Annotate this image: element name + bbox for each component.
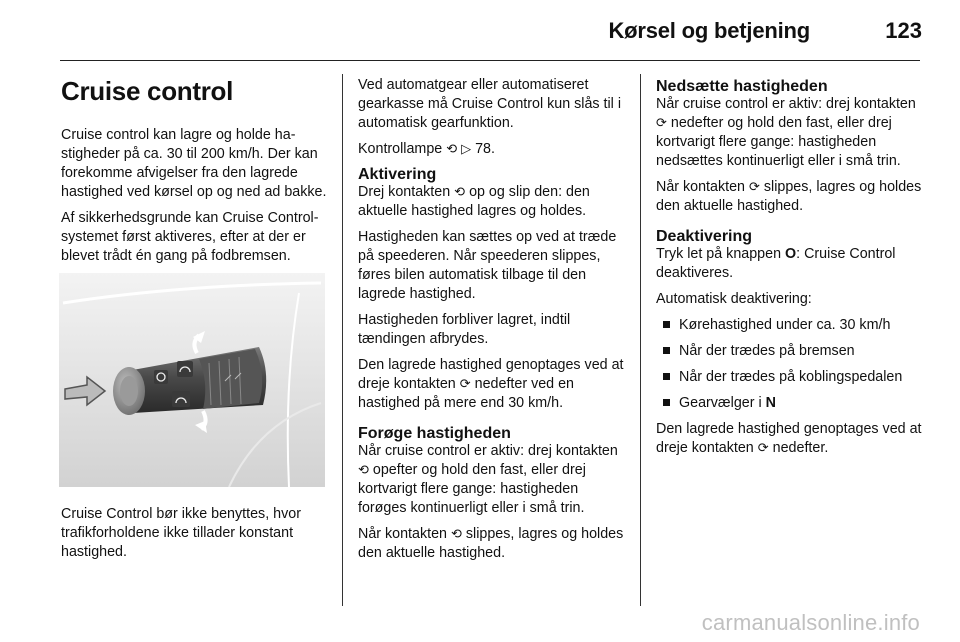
section-title: Cruise control <box>61 76 234 106</box>
paragraph: Når cruise control er aktiv: drej kontakten ⟲ opefter og hold den fast, eller drej kortvarigt flere gange: hastigheden forøges kontinuerligt eller i små trin. <box>358 443 618 516</box>
paragraph: Den lagrede hastighed genoptages ved at dreje kontakten ⟳ nedefter ved en hastighed på mere end 30 km/h. <box>358 357 624 411</box>
paragraph: Når cruise control er aktiv: drej kontakten ⟳ nedefter og hold den fast, eller drej kortvarigt flere gange: hastigheden nedsættes kontinuerligt eller i små trin. <box>656 96 916 169</box>
watermark: carmanualsonline.info <box>701 610 920 635</box>
page-number: 123 <box>885 18 922 43</box>
paragraph: Automatisk deaktivering: <box>656 291 812 307</box>
header-rule <box>60 60 920 61</box>
paragraph: Når kontakten ⟳ slippes, lagres og holdes den aktuelle hastighed. <box>656 179 922 214</box>
paragraph: Når kontakten ⟲ slippes, lagres og holdes den aktuelle hastighed. <box>358 526 624 561</box>
reference-arrow-icon: ▷ <box>461 142 472 157</box>
deactivation-list <box>656 316 926 413</box>
paragraph: Af sikkerhedsgrunde kan Cruise Control-systemet først aktiveres, efter at der er blevet trådt én gang på fodbremsen. <box>61 210 319 264</box>
subheading-deactivation: Deaktivering <box>656 228 753 245</box>
list-item: Kørehastighed under ca. 30 km/h <box>656 316 926 335</box>
cruise-down-icon: ⟳ <box>459 377 471 392</box>
paragraph: Hastigheden kan sættes op ved at træde på speederen. Når speederen slippes, føres bilen automatisk tilbage til den lagrede hastighed. <box>358 229 617 302</box>
list-item: Når der trædes på koblingspedalen <box>656 368 926 387</box>
column-2 <box>358 76 628 570</box>
cruise-control-icon: ⟲ <box>446 142 458 157</box>
chapter-title: Kørsel og betjening <box>608 18 810 43</box>
control-lamp-reference: Kontrollampe ⟲ ▷ 78. <box>358 141 495 157</box>
cruise-down-icon: ⟳ <box>656 116 667 131</box>
subheading-activation: Aktivering <box>358 166 437 183</box>
cruise-down-icon: ⟳ <box>757 441 769 456</box>
paragraph: Drej kontakten ⟲ op og slip den: den aktuelle hastighed lagres og holdes. <box>358 184 590 219</box>
subheading-increase: Forøge hastigheden <box>358 425 511 442</box>
column-1 <box>61 76 331 569</box>
paragraph: Hastigheden forbliver lagret, indtil tændingen afbrydes. <box>358 312 571 347</box>
subheading-decrease: Nedsætte hastigheden <box>656 78 828 95</box>
paragraph: Cruise Control bør ikke benyttes, hvor trafikforholdene ikke tillader konstant hastighed. <box>61 506 301 560</box>
cruise-lever-illustration <box>59 273 325 487</box>
paragraph: Den lagrede hastighed genoptages ved at dreje kontakten ⟳ nedefter. <box>656 421 922 456</box>
column-divider <box>640 74 641 606</box>
column-3 <box>656 76 926 465</box>
cruise-up-icon: ⟲ <box>454 185 466 200</box>
list-item: Når der trædes på bremsen <box>656 342 926 361</box>
cruise-up-icon: ⟲ <box>451 527 462 542</box>
cruise-down-icon: ⟳ <box>749 180 760 195</box>
paragraph: Tryk let på knappen O: Cruise Control deaktiveres. <box>656 246 896 281</box>
list-item: Gearvælger i N <box>656 394 926 413</box>
off-button-icon: O <box>785 246 797 262</box>
paragraph: Cruise control kan lagre og holde hastigheder på ca. 30 til 200 km/h. Der kan forekomme afvigelser fra den lagrede hastighed ved kørsel op og ned ad bakke. <box>61 127 327 200</box>
cruise-up-icon: ⟲ <box>358 463 369 478</box>
paragraph: Ved automatgear eller automatiseret gearkasse må Cruise Control kun slås til i automatisk gearfunktion. <box>358 77 622 131</box>
column-divider <box>342 74 343 606</box>
